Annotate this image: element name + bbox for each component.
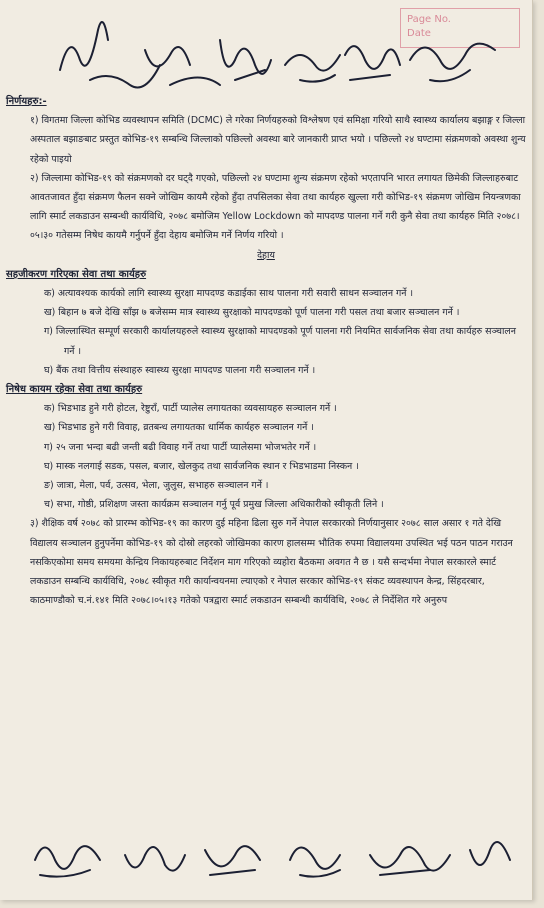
list-item: क) अत्यावश्यक कार्यको लागि स्वास्थ्य सुरक्षा मापदण्ड कडाईका साथ पालना गरी सवारी साधन सञ्चालन गर्ने ।: [44, 288, 414, 300]
signature: [290, 848, 340, 877]
decision-1: १) विगतमा जिल्ला कोभिड व्यवस्थापन समिति (DCMC) ले गरेका निर्णयहरुको विश्लेषण एवं समिक्षा गरियो साथै स्वास्थ्य कार्यालय बझाङ्ग र जिल्ला अस्पताल बझाङबाट प्रस्तुत कोभिड-१९ सम्बन्धि जिल्लाको पछिल्लो अवस्था बारे जानकारी प्राप्त भयो । पछिल्लो २४ घण्टामा संक्रमणको अवस्था शुन्य रहेको पाइयो: [30, 115, 526, 165]
stamp-date-label: Date: [407, 28, 431, 39]
list-item: क) भिडभाड हुने गरी होटल, रेष्टुराँ, पार्टी प्यालेस लगायतका व्यवसायहरु सञ्चालन गर्ने ।: [44, 403, 337, 415]
signature: [470, 842, 510, 865]
signature: [410, 44, 495, 82]
signature: [205, 846, 260, 875]
bottom-signatures: [30, 820, 520, 890]
document-body: [6, 92, 526, 610]
list-item: च) सभा, गोष्ठी, प्रशिक्षण जस्ता कार्यक्रम सञ्चालन गर्नु पूर्व प्रमुख जिल्ला अधिकारीको स्वीकृती लिने ।: [44, 499, 384, 511]
list-item: ग) २५ जना भन्दा बढी जन्ती बढी विवाह गर्ने तथा पार्टी प्यालेसमा भोजभतेर गर्ने ।: [44, 441, 317, 453]
decisions-heading: निर्णयहरु:-: [6, 96, 47, 107]
list-item: ख) भिडभाड हुने गरी विवाह, व्रतबन्ध लगायतका धार्मिक कार्यहरु सञ्चालन गर्ने ।: [44, 422, 314, 434]
list-item: ख) बिहान ७ बजे देखि साँझ ७ बजेसम्म मात्र स्वास्थ्य सुरक्षाको मापदण्डको पूर्ण पालना गरी पसल तथा बजार सञ्चालन गर्ने ।: [44, 307, 460, 319]
list-item: ङ) जात्रा, मेला, पर्व, उत्सव, भेला, जुलुस, सभाहरु सञ्चालन गर्ने ।: [44, 480, 269, 492]
list-item: घ) बैंक तथा वित्तीय संस्थाहरु स्वास्थ्य सुरक्षा मापदण्ड पालना गरी सञ्चालन गर्ने ।: [44, 364, 316, 376]
signature: [220, 40, 271, 80]
open-services-heading: सहजीकरण गरिएका सेवा तथा कार्यहरु: [6, 268, 147, 280]
stamp-page-label: Page No.: [407, 14, 451, 25]
signature: [35, 846, 100, 877]
decision-2: २) जिल्लामा कोभिड-१९ को संक्रमणको दर घट्दै गएको, पछिल्लो २४ घण्टामा शुन्य संक्रमण रहेको भएतापनि भारत लगायत छिमेकी जिल्लाहरुबाट आवतजावत हुँदा संक्रमण फैलन सक्ने जोखिम कायमै रहेको हुँदा तपसिलका सेवा तथा कार्यहरु खुल्ला गरी कोभिड-१९ संक्रमण जोखिम नियन्त्रणका लागि स्मार्ट लकडाउन सम्बन्धी कार्यविधि, २०७८ बमोजिम Yellow Lockdown को मापदण्ड पालना गर्ने गरी कुनै सेवा तथा कार्यहरु मिति २०७८।०५।३० गतेसम्म निषेध कायमै गर्नुपर्ने हुँदा देहाय बमोजिम गर्ने निर्णय गरियो ।: [30, 172, 521, 242]
dehaya-label: देहाय: [257, 249, 275, 261]
signature: [370, 847, 450, 875]
decision-3: ३) शैक्षिक वर्ष २०७८ को प्रारम्भ कोभिड-१९ का कारण दुई महिना ढिला सुरु गर्ने नेपाल सरकारको निर्णयानुसार २०७८ साल असार १ गते देखि विद्यालय सञ्चालन हुनुपर्नेमा कोभिड-१९ को दोस्रो लहरको जोखिमका कारण हालसम्म भौतिक रुपमा विद्यालयमा उपस्थित भई पठन पाठन गराउन नसकिएकोमा समय समयमा केन्द्रिय निकायहरुबाट निर्देशन माग गरिएको व्यहोरा बैठकमा अवगत नै छ । यसै सन्दर्भमा नेपाल सरकारले स्मार्ट लकडाउन सम्बन्धि कार्यविधि, २०७८ स्वीकृत गरी कार्यान्वयनमा ल्याएको र नेपाल सरकार कोभिड-१९ संकट व्यवस्थापन केन्द्र, सिंहदरबार, काठमाण्डौको च.नं.१४१ मिति २०७८।०५।१३ गतेको पत्रद्वारा स्मार्ट लकडाउन सम्बन्धी कार्यविधि, २०७८ ले निर्देशित गरे अनुरुप: [30, 518, 513, 607]
list-item: घ) मास्क नलगाई सडक, पसल, बजार, खेलकुद तथा सार्वजनिक स्थान र भिडभाडमा निस्कन ।: [44, 460, 359, 472]
signature: [345, 46, 400, 80]
closed-services-heading: निषेध कायम रहेका सेवा तथा कार्यहरु: [6, 384, 143, 396]
list-item: ग) जिल्लास्थित सम्पूर्ण सरकारी कार्यालयहरुले स्वास्थ्य सुरक्षाको मापदण्डको पूर्ण पालना गरी नियमित सार्वजनिक सेवा तथा कार्यहरु सञ्चालन गर्ने ।: [44, 326, 516, 357]
signature: [60, 22, 160, 88]
signature: [145, 47, 220, 85]
signature: [125, 847, 185, 871]
signature: [285, 55, 340, 82]
